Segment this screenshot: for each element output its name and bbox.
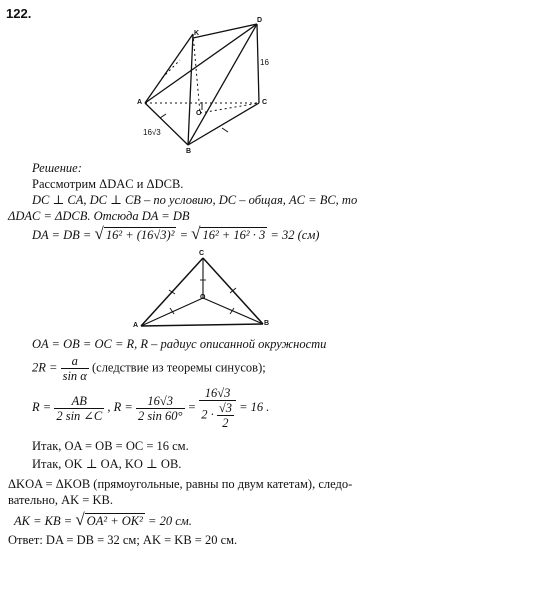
problem-number: 122. [6,6,32,21]
fig2-label-c: C [199,250,205,257]
sqrt-sign: √ [94,224,104,243]
comma-r: , R = [107,399,133,414]
fig1-label-b: B [186,148,192,155]
fraction-sqrt3-2 [217,401,234,430]
line-3: ΔDAC = ΔDCB. Отсюда DA = DB [8,209,190,223]
fig1-label-k: K [194,30,200,37]
fraction-a-sin [61,354,89,383]
fig2-label-o: O [200,294,206,301]
equals: = [187,399,197,414]
fraction-num: AB [54,394,104,409]
line-11: вательно, AK = KB. [8,493,113,507]
fig2-label-a: A [133,322,139,329]
sine-theorem-note: (следствие из теоремы синусов); [91,360,266,375]
answer-line: Ответ: DA = DB = 32 см; AK = KB = 20 см. [8,533,238,547]
fraction-den: sin α [62,369,87,383]
fraction-num: 16√3 [136,394,185,409]
fig1-length-ab: 16√3 [143,128,161,137]
radius-ob [203,298,263,324]
fraction-num: 16√3 [199,386,236,401]
line-10: ΔKOA = ΔKOB (прямоугольные, равны по двум катетам), следо- [8,477,353,491]
formula-r: R = [32,399,52,414]
den-two: 2 · [201,407,214,422]
sqrt-sign: √ [75,510,85,529]
fraction-16sqrt3 [136,394,185,423]
fraction-nested [199,386,236,430]
side-ab [141,324,263,326]
fig1-length-dc: 16 [260,58,269,67]
solution-heading: Решение: [32,161,82,175]
result-20: = 20 см. [148,514,192,528]
radicand-3: OA² + OK² [86,514,143,528]
fraction-den [199,401,236,430]
result-32: = 32 (см) [270,228,320,242]
radius-oa [141,298,203,326]
fraction-den: 2 sin ∠C [56,408,103,423]
formula-ak-kb: AK = KB = [14,514,73,528]
line-5: OA = OB = OC = R, R – радиус описанной окружности [32,337,327,351]
line-7 [32,386,269,430]
fig1-label-o: O [196,110,202,117]
radicand-1: 16² + (16√3)² [105,228,175,242]
line-12 [14,512,192,529]
fig1-label-d: D [257,17,263,24]
fraction-ab [54,394,104,423]
fraction-num: √3 [218,401,232,415]
line-1: Рассмотрим ΔDAC и ΔDCB. [32,177,184,191]
fig1-label-c: C [262,99,268,106]
equals: = [179,228,189,242]
fig1-label-a: A [137,99,143,106]
line-2: DC ⊥ CA, DC ⊥ CB – по условию, DC – общая, AC = BC, то [32,193,358,207]
formula-2r: 2R = [32,360,58,375]
line-6 [32,354,266,383]
fraction-num: a [61,354,89,369]
sqrt-sign: √ [191,224,201,243]
result-16: = 16 . [239,399,270,414]
fraction-den: 2 [222,416,229,430]
line-9: Итак, OK ⊥ OA, KO ⊥ OB. [32,457,182,471]
fraction-den: 2 sin 60° [137,408,183,423]
line-8: Итак, OA = OB = OC = 16 см. [32,439,189,453]
formula-da-db: DA = DB = [32,228,92,242]
fig2-label-b: B [264,320,270,327]
radicand-2: 16² + 16² · 3 [202,228,266,242]
